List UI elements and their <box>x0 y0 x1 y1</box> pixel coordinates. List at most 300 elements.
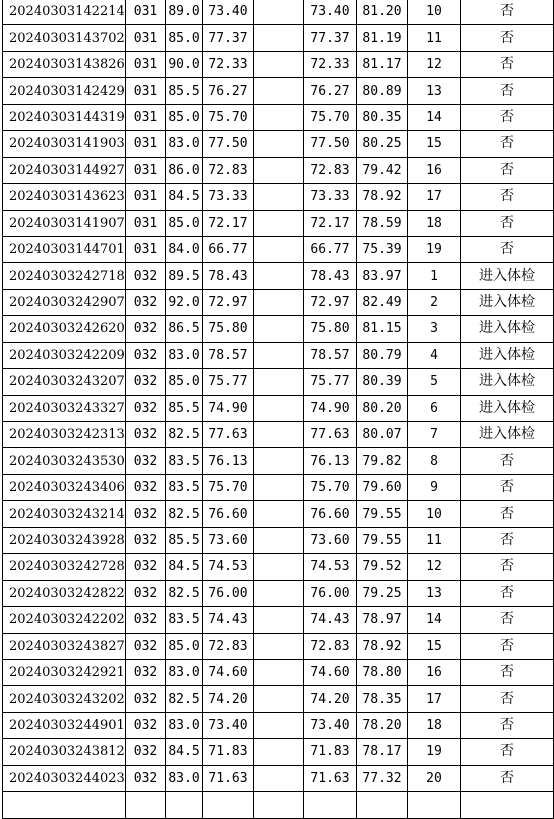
extra-score-cell <box>254 712 304 738</box>
result-cell: 否 <box>461 554 554 580</box>
interview-score-cell: 66.77 <box>203 236 254 262</box>
total-score-cell: 77.32 <box>357 765 408 791</box>
interview-score-cell: 77.37 <box>203 25 254 51</box>
final-interview-cell: 77.50 <box>304 131 357 157</box>
written-score-cell: 85.0 <box>166 633 203 659</box>
exam-id-cell: 20240303243812 <box>3 739 126 765</box>
post-code-cell: 032 <box>126 448 166 474</box>
result-cell: 进入体检 <box>461 369 554 395</box>
table-row <box>3 184 554 210</box>
table-row <box>3 659 554 685</box>
final-interview-cell: 75.77 <box>304 369 357 395</box>
interview-score-cell: 75.80 <box>203 316 254 342</box>
extra-score-cell <box>254 236 304 262</box>
total-score-cell: 80.79 <box>357 342 408 368</box>
written-score-cell: 84.5 <box>166 184 203 210</box>
final-interview-cell: 66.77 <box>304 236 357 262</box>
result-cell: 否 <box>461 0 554 25</box>
result-cell: 否 <box>461 501 554 527</box>
extra-score-cell <box>254 474 304 500</box>
table-row <box>3 712 554 738</box>
interview-score-cell: 76.60 <box>203 501 254 527</box>
total-score-cell: 79.42 <box>357 157 408 183</box>
final-interview-cell: 74.60 <box>304 659 357 685</box>
post-code-cell: 032 <box>126 422 166 448</box>
post-code-cell: 032 <box>126 686 166 712</box>
exam-id-cell: 20240303243827 <box>3 633 126 659</box>
interview-score-cell: 74.43 <box>203 607 254 633</box>
total-score-cell: 78.35 <box>357 686 408 712</box>
extra-score-cell <box>254 157 304 183</box>
written-score-cell: 86.5 <box>166 316 203 342</box>
interview-score-cell: 74.60 <box>203 659 254 685</box>
interview-score-cell: 77.50 <box>203 131 254 157</box>
table-row <box>3 78 554 104</box>
exam-id-cell: 20240303141907 <box>3 210 126 236</box>
post-code-cell: 031 <box>126 236 166 262</box>
rank-cell: 13 <box>408 78 461 104</box>
table-row <box>3 342 554 368</box>
table-row <box>3 51 554 77</box>
extra-score-cell <box>254 607 304 633</box>
total-score-cell: 78.92 <box>357 184 408 210</box>
interview-score-cell: 75.77 <box>203 369 254 395</box>
rank-cell: 11 <box>408 25 461 51</box>
exam-id-cell: 20240303243928 <box>3 527 126 553</box>
exam-id-cell: 20240303143702 <box>3 25 126 51</box>
total-score-cell: 79.25 <box>357 580 408 606</box>
result-cell <box>461 792 554 818</box>
extra-score-cell <box>254 739 304 765</box>
final-interview-cell: 76.27 <box>304 78 357 104</box>
final-interview-cell <box>304 792 357 818</box>
post-code-cell: 032 <box>126 342 166 368</box>
rank-cell: 10 <box>408 501 461 527</box>
exam-id-cell: 20240303242209 <box>3 342 126 368</box>
total-score-cell: 82.49 <box>357 289 408 315</box>
written-score-cell: 83.5 <box>166 448 203 474</box>
result-cell: 否 <box>461 765 554 791</box>
post-code-cell: 032 <box>126 607 166 633</box>
table-row <box>3 289 554 315</box>
written-score-cell: 85.5 <box>166 395 203 421</box>
written-score-cell: 85.0 <box>166 25 203 51</box>
written-score-cell: 83.0 <box>166 131 203 157</box>
written-score-cell: 83.5 <box>166 607 203 633</box>
post-code-cell: 032 <box>126 369 166 395</box>
written-score-cell: 84.5 <box>166 739 203 765</box>
written-score-cell: 85.5 <box>166 527 203 553</box>
interview-score-cell: 75.70 <box>203 104 254 130</box>
exam-id-cell: 20240303244901 <box>3 712 126 738</box>
interview-score-cell: 73.60 <box>203 527 254 553</box>
table-row <box>3 210 554 236</box>
table-row <box>3 765 554 791</box>
rank-cell: 10 <box>408 0 461 25</box>
extra-score-cell <box>254 210 304 236</box>
total-score-cell: 80.39 <box>357 369 408 395</box>
post-code-cell: 032 <box>126 501 166 527</box>
written-score-cell: 92.0 <box>166 289 203 315</box>
extra-score-cell <box>254 659 304 685</box>
final-interview-cell: 72.83 <box>304 633 357 659</box>
interview-score-cell: 71.83 <box>203 739 254 765</box>
exam-id-cell: 20240303243202 <box>3 686 126 712</box>
total-score-cell: 78.80 <box>357 659 408 685</box>
extra-score-cell <box>254 633 304 659</box>
extra-score-cell <box>254 131 304 157</box>
table-row <box>3 104 554 130</box>
post-code-cell: 031 <box>126 131 166 157</box>
interview-score-cell: 72.83 <box>203 157 254 183</box>
total-score-cell: 75.39 <box>357 236 408 262</box>
total-score-cell: 80.35 <box>357 104 408 130</box>
post-code-cell: 031 <box>126 51 166 77</box>
rank-cell: 3 <box>408 316 461 342</box>
result-cell: 否 <box>461 527 554 553</box>
written-score-cell: 83.0 <box>166 342 203 368</box>
final-interview-cell: 78.57 <box>304 342 357 368</box>
rank-cell: 18 <box>408 210 461 236</box>
result-cell: 进入体检 <box>461 422 554 448</box>
post-code-cell: 032 <box>126 289 166 315</box>
exam-id-cell: 20240303141903 <box>3 131 126 157</box>
exam-id-cell: 20240303242921 <box>3 659 126 685</box>
rank-cell: 20 <box>408 765 461 791</box>
final-interview-cell: 78.43 <box>304 263 357 289</box>
table-row <box>3 686 554 712</box>
exam-id-cell: 20240303144701 <box>3 236 126 262</box>
interview-score-cell: 72.97 <box>203 289 254 315</box>
post-code-cell: 031 <box>126 78 166 104</box>
final-interview-cell: 71.83 <box>304 739 357 765</box>
rank-cell: 9 <box>408 474 461 500</box>
extra-score-cell <box>254 104 304 130</box>
exam-id-cell: 20240303243406 <box>3 474 126 500</box>
post-code-cell: 031 <box>126 157 166 183</box>
exam-id-cell: 20240303143826 <box>3 51 126 77</box>
rank-cell: 17 <box>408 184 461 210</box>
rank-cell: 12 <box>408 554 461 580</box>
exam-id-cell: 20240303242728 <box>3 554 126 580</box>
rank-cell: 6 <box>408 395 461 421</box>
total-score-cell: 80.89 <box>357 78 408 104</box>
final-interview-cell: 75.70 <box>304 474 357 500</box>
extra-score-cell <box>254 765 304 791</box>
exam-id-cell: 20240303144319 <box>3 104 126 130</box>
written-score-cell: 82.5 <box>166 422 203 448</box>
post-code-cell: 032 <box>126 765 166 791</box>
score-table-body <box>3 0 554 818</box>
interview-score-cell: 74.53 <box>203 554 254 580</box>
total-score-cell: 79.60 <box>357 474 408 500</box>
rank-cell: 17 <box>408 686 461 712</box>
rank-cell: 15 <box>408 633 461 659</box>
exam-id-cell: 20240303142429 <box>3 78 126 104</box>
total-score-cell: 78.92 <box>357 633 408 659</box>
exam-id-cell: 20240303242822 <box>3 580 126 606</box>
written-score-cell: 83.0 <box>166 712 203 738</box>
table-row <box>3 157 554 183</box>
result-cell: 否 <box>461 131 554 157</box>
extra-score-cell <box>254 316 304 342</box>
post-code-cell: 032 <box>126 739 166 765</box>
final-interview-cell: 76.13 <box>304 448 357 474</box>
interview-score-cell <box>203 792 254 818</box>
interview-score-cell: 74.20 <box>203 686 254 712</box>
table-row <box>3 422 554 448</box>
rank-cell: 15 <box>408 131 461 157</box>
written-score-cell: 85.0 <box>166 104 203 130</box>
exam-id-cell: 20240303242202 <box>3 607 126 633</box>
rank-cell: 11 <box>408 527 461 553</box>
rank-cell: 13 <box>408 580 461 606</box>
extra-score-cell <box>254 263 304 289</box>
written-score-cell: 90.0 <box>166 51 203 77</box>
final-interview-cell: 76.60 <box>304 501 357 527</box>
table-row <box>3 25 554 51</box>
total-score-cell: 79.82 <box>357 448 408 474</box>
final-interview-cell: 72.33 <box>304 51 357 77</box>
table-row <box>3 263 554 289</box>
result-cell: 否 <box>461 51 554 77</box>
rank-cell <box>408 792 461 818</box>
exam-id-cell: 20240303244023 <box>3 765 126 791</box>
written-score-cell: 82.5 <box>166 580 203 606</box>
post-code-cell: 032 <box>126 316 166 342</box>
final-interview-cell: 74.90 <box>304 395 357 421</box>
written-score-cell: 85.0 <box>166 369 203 395</box>
extra-score-cell <box>254 395 304 421</box>
post-code-cell: 032 <box>126 712 166 738</box>
interview-score-cell: 78.57 <box>203 342 254 368</box>
post-code-cell: 031 <box>126 0 166 25</box>
final-interview-cell: 73.60 <box>304 527 357 553</box>
final-interview-cell: 73.33 <box>304 184 357 210</box>
result-cell: 否 <box>461 184 554 210</box>
extra-score-cell <box>254 501 304 527</box>
written-score-cell: 83.0 <box>166 659 203 685</box>
interview-score-cell: 74.90 <box>203 395 254 421</box>
result-cell: 否 <box>461 659 554 685</box>
result-cell: 否 <box>461 210 554 236</box>
extra-score-cell <box>254 25 304 51</box>
final-interview-cell: 74.43 <box>304 607 357 633</box>
exam-id-cell: 20240303242907 <box>3 289 126 315</box>
extra-score-cell <box>254 580 304 606</box>
table-row <box>3 580 554 606</box>
written-score-cell: 84.5 <box>166 554 203 580</box>
interview-score-cell: 72.17 <box>203 210 254 236</box>
written-score-cell: 85.5 <box>166 78 203 104</box>
table-row <box>3 395 554 421</box>
exam-id-cell: 20240303243214 <box>3 501 126 527</box>
result-cell: 进入体检 <box>461 263 554 289</box>
exam-id-cell: 20240303142214 <box>3 0 126 25</box>
extra-score-cell <box>254 527 304 553</box>
extra-score-cell <box>254 51 304 77</box>
exam-id-cell: 20240303243327 <box>3 395 126 421</box>
post-code-cell: 032 <box>126 580 166 606</box>
extra-score-cell <box>254 184 304 210</box>
exam-id-cell: 20240303243530 <box>3 448 126 474</box>
total-score-cell: 80.20 <box>357 395 408 421</box>
extra-score-cell <box>254 686 304 712</box>
post-code-cell: 031 <box>126 25 166 51</box>
table-row <box>3 739 554 765</box>
written-score-cell: 85.0 <box>166 210 203 236</box>
rank-cell: 14 <box>408 607 461 633</box>
written-score-cell: 89.0 <box>166 0 203 25</box>
table-row <box>3 527 554 553</box>
written-score-cell <box>166 792 203 818</box>
exam-id-cell: 20240303242313 <box>3 422 126 448</box>
post-code-cell: 032 <box>126 554 166 580</box>
final-interview-cell: 77.37 <box>304 25 357 51</box>
interview-score-cell: 72.33 <box>203 51 254 77</box>
extra-score-cell <box>254 342 304 368</box>
table-row <box>3 448 554 474</box>
exam-id-cell <box>3 792 126 818</box>
total-score-cell: 79.55 <box>357 501 408 527</box>
total-score-cell: 78.20 <box>357 712 408 738</box>
rank-cell: 5 <box>408 369 461 395</box>
table-row <box>3 501 554 527</box>
total-score-cell: 81.19 <box>357 25 408 51</box>
exam-id-cell: 20240303242620 <box>3 316 126 342</box>
final-interview-cell: 72.83 <box>304 157 357 183</box>
table-row <box>3 633 554 659</box>
rank-cell: 2 <box>408 289 461 315</box>
total-score-cell: 79.55 <box>357 527 408 553</box>
written-score-cell: 82.5 <box>166 686 203 712</box>
interview-score-cell: 71.63 <box>203 765 254 791</box>
written-score-cell: 89.5 <box>166 263 203 289</box>
result-cell: 否 <box>461 712 554 738</box>
rank-cell: 14 <box>408 104 461 130</box>
result-cell: 进入体检 <box>461 342 554 368</box>
exam-id-cell: 20240303144927 <box>3 157 126 183</box>
written-score-cell: 86.0 <box>166 157 203 183</box>
total-score-cell: 81.20 <box>357 0 408 25</box>
extra-score-cell <box>254 0 304 25</box>
table-row <box>3 316 554 342</box>
exam-id-cell: 20240303243207 <box>3 369 126 395</box>
interview-score-cell: 78.43 <box>203 263 254 289</box>
total-score-cell: 80.07 <box>357 422 408 448</box>
result-cell: 否 <box>461 686 554 712</box>
post-code-cell: 032 <box>126 263 166 289</box>
interview-score-cell: 75.70 <box>203 474 254 500</box>
interview-score-cell: 73.40 <box>203 0 254 25</box>
total-score-cell: 80.25 <box>357 131 408 157</box>
post-code-cell: 032 <box>126 395 166 421</box>
total-score-cell: 78.17 <box>357 739 408 765</box>
extra-score-cell <box>254 448 304 474</box>
rank-cell: 7 <box>408 422 461 448</box>
result-cell: 否 <box>461 633 554 659</box>
table-row <box>3 369 554 395</box>
extra-score-cell <box>254 554 304 580</box>
final-interview-cell: 75.80 <box>304 316 357 342</box>
extra-score-cell <box>254 289 304 315</box>
total-score-cell: 81.17 <box>357 51 408 77</box>
interview-score-cell: 72.83 <box>203 633 254 659</box>
post-code-cell: 032 <box>126 474 166 500</box>
extra-score-cell <box>254 78 304 104</box>
post-code-cell: 032 <box>126 659 166 685</box>
final-interview-cell: 77.63 <box>304 422 357 448</box>
written-score-cell: 83.0 <box>166 765 203 791</box>
result-cell: 否 <box>461 104 554 130</box>
rank-cell: 19 <box>408 236 461 262</box>
rank-cell: 16 <box>408 157 461 183</box>
final-interview-cell: 73.40 <box>304 712 357 738</box>
table-row <box>3 236 554 262</box>
result-cell: 否 <box>461 580 554 606</box>
result-cell: 进入体检 <box>461 395 554 421</box>
total-score-cell: 78.59 <box>357 210 408 236</box>
result-cell: 否 <box>461 607 554 633</box>
post-code-cell: 032 <box>126 633 166 659</box>
result-cell: 否 <box>461 448 554 474</box>
written-score-cell: 82.5 <box>166 501 203 527</box>
table-row <box>3 0 554 25</box>
final-interview-cell: 75.70 <box>304 104 357 130</box>
total-score-cell: 83.97 <box>357 263 408 289</box>
exam-id-cell: 20240303242718 <box>3 263 126 289</box>
result-cell: 否 <box>461 157 554 183</box>
result-cell: 否 <box>461 236 554 262</box>
rank-cell: 4 <box>408 342 461 368</box>
rank-cell: 1 <box>408 263 461 289</box>
result-cell: 进入体检 <box>461 316 554 342</box>
exam-id-cell: 20240303143623 <box>3 184 126 210</box>
post-code-cell <box>126 792 166 818</box>
post-code-cell: 032 <box>126 527 166 553</box>
total-score-cell <box>357 792 408 818</box>
result-cell: 否 <box>461 474 554 500</box>
rank-cell: 16 <box>408 659 461 685</box>
post-code-cell: 031 <box>126 210 166 236</box>
extra-score-cell <box>254 369 304 395</box>
result-cell: 进入体检 <box>461 289 554 315</box>
final-interview-cell: 73.40 <box>304 0 357 25</box>
result-cell: 否 <box>461 25 554 51</box>
rank-cell: 19 <box>408 739 461 765</box>
final-interview-cell: 72.17 <box>304 210 357 236</box>
total-score-cell: 78.97 <box>357 607 408 633</box>
table-row <box>3 474 554 500</box>
interview-score-cell: 73.40 <box>203 712 254 738</box>
final-interview-cell: 74.20 <box>304 686 357 712</box>
interview-score-cell: 76.13 <box>203 448 254 474</box>
interview-score-cell: 76.00 <box>203 580 254 606</box>
written-score-cell: 83.5 <box>166 474 203 500</box>
rank-cell: 18 <box>408 712 461 738</box>
final-interview-cell: 74.53 <box>304 554 357 580</box>
rank-cell: 12 <box>408 51 461 77</box>
total-score-cell: 79.52 <box>357 554 408 580</box>
post-code-cell: 031 <box>126 104 166 130</box>
extra-score-cell <box>254 422 304 448</box>
result-cell: 否 <box>461 78 554 104</box>
written-score-cell: 84.0 <box>166 236 203 262</box>
interview-score-cell: 73.33 <box>203 184 254 210</box>
table-row <box>3 131 554 157</box>
interview-score-cell: 76.27 <box>203 78 254 104</box>
result-cell: 否 <box>461 739 554 765</box>
